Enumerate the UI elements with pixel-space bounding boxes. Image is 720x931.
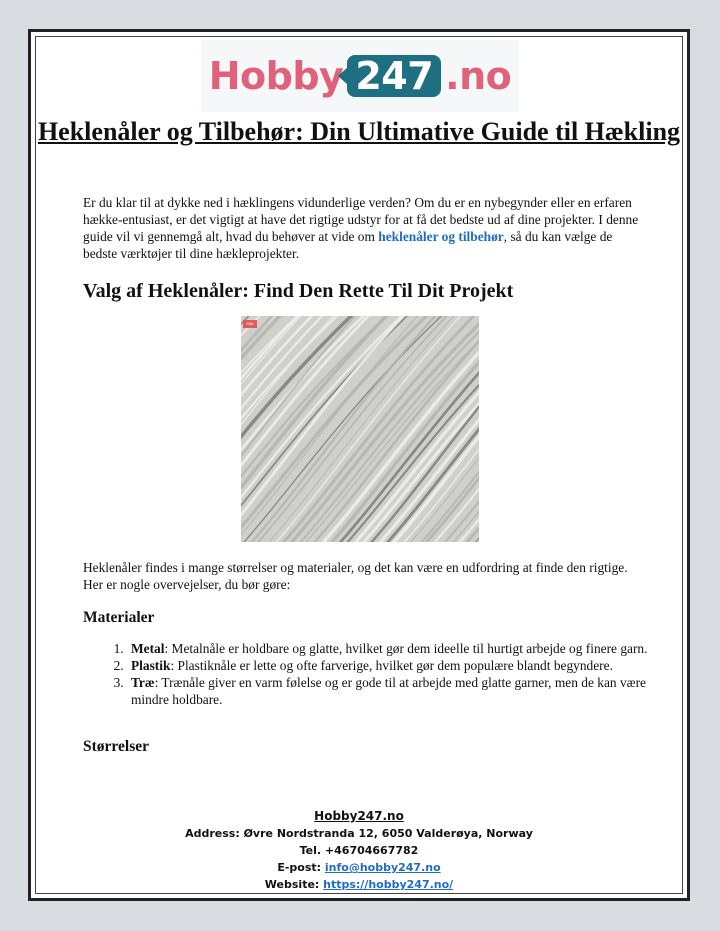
materials-heading: Materialer: [83, 609, 155, 626]
section-heading: Valg af Heklenåler: Find Den Rette Til Dit Projekt: [83, 280, 514, 302]
page-frame: [28, 29, 690, 901]
material-term: Metal: [131, 641, 165, 656]
yarn-texture: [241, 316, 479, 542]
list-item: [127, 674, 687, 708]
intro-text-after: , så du kan vælge de bedste værktøjer til dine hækleprojekter.: [83, 229, 613, 261]
footer-email-line: [31, 859, 687, 876]
footer-email-label: E-post:: [277, 861, 325, 874]
material-desc: : Metalnåle er holdbare og glatte, hvilket gør dem ideelle til hurtigt arbejde og finere garn.: [164, 641, 648, 656]
body-paragraph: Heklenåler findes i mange størrelser og materialer, og det kan være en udfordring at finde den rigtige. Her er nogle overvejelser, du bør gøre:: [83, 560, 628, 592]
list-item: [127, 657, 687, 674]
footer-website-link[interactable]: https://hobby247.no/: [323, 878, 454, 891]
sizes-heading: Størrelser: [83, 738, 149, 755]
sale-tag: Sale: [243, 320, 257, 328]
site-logo[interactable]: [201, 40, 519, 112]
materials-list: [83, 640, 687, 708]
logo-badge-247: 247: [347, 55, 441, 97]
material-desc: : Trænåle giver en varm følelse og er gode til at arbejde med glatte garner, men de kan være mindre holdbare.: [131, 675, 646, 707]
intro-link[interactable]: heklenåler og tilbehør: [378, 229, 504, 244]
footer-phone: Tel. +46704667782: [299, 844, 419, 857]
footer-company-name: Hobby247.no: [314, 809, 404, 823]
yarn-product-image: [241, 316, 479, 542]
footer-address: Address: Øvre Nordstranda 12, 6050 Valderøya, Norway: [185, 827, 533, 840]
intro-text-before: Er du klar til at dykke ned i hæklingens vidunderlige verden? Om du er en nybegynder eller en erfaren hække-entusiast, er det vigtigt at have det rigtige udstyr for at få det bedste ud af dine projekter. I denne guide vil vi gennemgå alt, hvad du behøver at vide om: [83, 195, 639, 244]
footer-email-link[interactable]: info@hobby247.no: [324, 861, 441, 874]
yarn-strand: [241, 316, 310, 542]
list-item: [127, 640, 687, 657]
material-desc: : Plastiknåle er lette og ofte farverige, hvilket gør dem populære blandt begyndere.: [170, 658, 613, 673]
page-title: Heklenåler og Tilbehør: Din Ultimative Guide til Hækling: [37, 117, 681, 146]
footer: [31, 808, 687, 893]
logo-text-domain: .no: [445, 54, 512, 98]
logo-text-hobby: Hobby: [208, 54, 344, 98]
intro-paragraph: [83, 194, 643, 262]
footer-website-line: [31, 876, 687, 893]
material-term: Træ: [131, 675, 155, 690]
material-term: Plastik: [131, 658, 171, 673]
footer-website-label: Website:: [264, 878, 324, 891]
